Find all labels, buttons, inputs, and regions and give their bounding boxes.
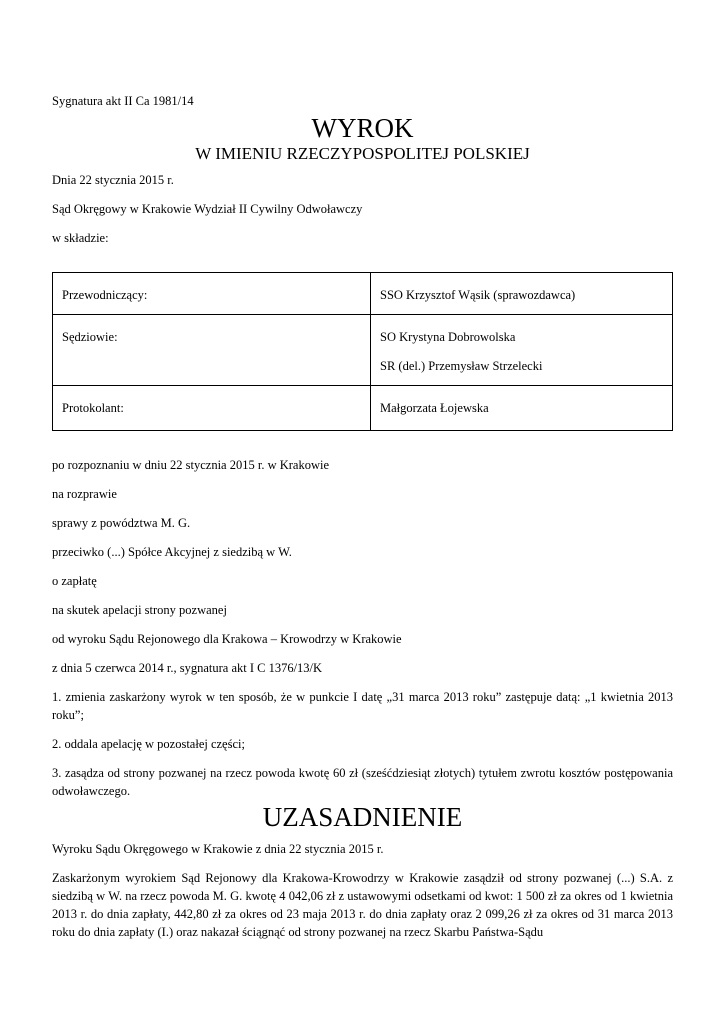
ruling-item: 1. zmienia zaskarżony wyrok w ten sposób, że w punkcie I datę „31 marca 2013 roku” zastępuje datą: „1 kwietnia 2013 roku”; bbox=[52, 690, 673, 722]
court-panel-table bbox=[52, 272, 673, 431]
justification-paragraph: Zaskarżonym wyrokiem Sąd Rejonowy dla Krakowa-Krowodrzy w Krakowie zasądził od strony pozwanej (...) S.A. z siedzibą w W. na rzecz powoda M. G. kwotę 4 042,06 zł z ustawowymi odsetkami od kwot: 1 500 zł za okres od 1 kwietnia 2013 r. do dnia zapłaty, 442,80 zł za okres od 23 maja 2013 r. do dnia zapłaty oraz 2 099,26 zł za okres od 31 marca 2013 roku do dnia zapłaty (I.) oraz nakazał ściągnąć od strony pozwanej na rzecz Skarbu Państwa-Sądu bbox=[52, 871, 673, 939]
clerk-value: Małgorzata Łojewska bbox=[371, 386, 673, 431]
verdict-title: WYROK bbox=[311, 113, 414, 143]
justification-intro: Wyroku Sądu Okręgowego w Krakowie z dnia 22 stycznia 2015 r. bbox=[52, 842, 384, 856]
proceedings-line: na skutek apelacji strony pozwanej bbox=[52, 603, 227, 617]
ruling-item: 2. oddala apelację w pozostałej części; bbox=[52, 737, 245, 751]
judges-label: Sędziowie: bbox=[53, 315, 371, 386]
chair-label: Przewodniczący: bbox=[53, 273, 371, 315]
proceedings-line: na rozprawie bbox=[52, 487, 117, 501]
proceedings-line: przeciwko (...) Spółce Akcyjnej z siedzibą w W. bbox=[52, 545, 292, 559]
verdict-subtitle: W IMIENIU RZECZYPOSPOLITEJ POLSKIEJ bbox=[195, 144, 530, 163]
clerk-label: Protokolant: bbox=[53, 386, 371, 431]
judge-name: SR (del.) Przemysław Strzelecki bbox=[380, 359, 543, 373]
composition-label: w składzie: bbox=[52, 231, 109, 245]
proceedings-line: sprawy z powództwa M. G. bbox=[52, 516, 191, 530]
proceedings-line: po rozpoznaniu w dniu 22 stycznia 2015 r. w Krakowie bbox=[52, 458, 330, 472]
proceedings-line: od wyroku Sądu Rejonowego dla Krakowa – Krowodrzy w Krakowie bbox=[52, 632, 402, 646]
ruling-item: 3. zasądza od strony pozwanej na rzecz powoda kwotę 60 zł (sześćdziesiąt złotych) tytułem zwrotu kosztów postępowania odwoławczego. bbox=[52, 766, 673, 798]
proceedings-line: o zapłatę bbox=[52, 574, 97, 588]
court-line: Sąd Okręgowy w Krakowie Wydział II Cywilny Odwoławczy bbox=[52, 202, 363, 216]
judges-cell bbox=[371, 315, 673, 386]
panel-row-clerk bbox=[53, 386, 673, 431]
justification-title: UZASADNIENIE bbox=[262, 802, 463, 832]
panel-row-judges bbox=[53, 315, 673, 386]
judge-name: SO Krystyna Dobrowolska bbox=[380, 330, 516, 344]
panel-row-chair bbox=[53, 273, 673, 315]
date-line: Dnia 22 stycznia 2015 r. bbox=[52, 173, 174, 187]
case-number: Sygnatura akt II Ca 1981/14 bbox=[52, 94, 194, 108]
proceedings-line: z dnia 5 czerwca 2014 r., sygnatura akt I C 1376/13/K bbox=[52, 661, 323, 675]
chair-value: SSO Krzysztof Wąsik (sprawozdawca) bbox=[371, 273, 673, 315]
